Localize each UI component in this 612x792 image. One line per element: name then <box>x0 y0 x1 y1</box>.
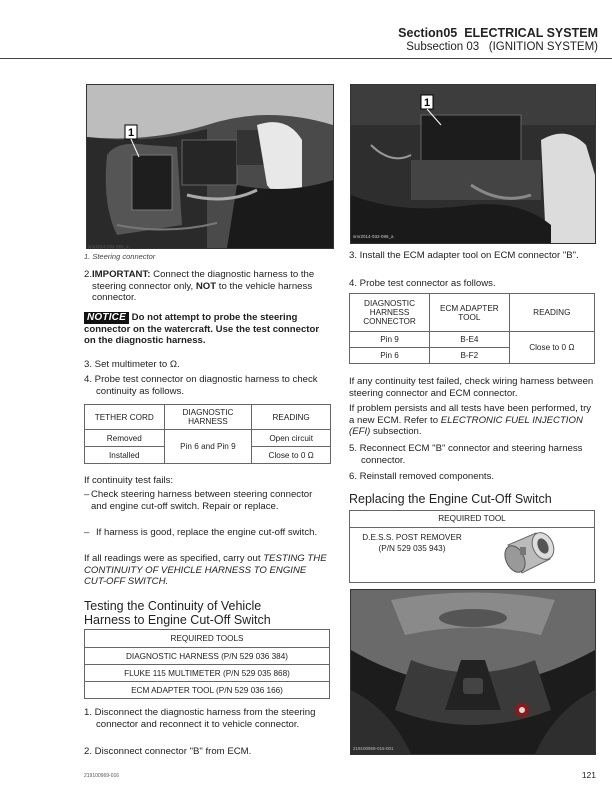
table-cell: Removed <box>85 430 165 447</box>
table-cell: Installed <box>85 447 165 464</box>
tool-row: FLUKE 115 MULTIMETER (P/N 529 035 868) <box>85 665 330 682</box>
table-header: TETHER CORD <box>85 405 165 430</box>
subsection-label: Subsection <box>406 41 464 53</box>
bullet-text: If harness is good, replace the engine cut-off switch. <box>96 527 318 538</box>
figure-engine-cutoff <box>350 589 596 755</box>
subsection-header <box>406 41 598 53</box>
step-text: to the vehicle harness connector. <box>92 280 313 304</box>
table-header: DIAGNOSTIC HARNESS <box>164 405 252 430</box>
step-4-right: 4. Probe test connector as follows. <box>349 278 496 289</box>
table-header: READING <box>252 405 331 430</box>
bullet-text: Check steering harness between steering connector and engine cut-off switch. Repair or replace. <box>90 489 313 512</box>
paragraph-text: If problem persists and all tests have been performed, try a new ECM. Refer to <box>349 403 592 426</box>
table-header: ECM ADAPTER TOOL <box>430 294 510 332</box>
section-label: Section <box>398 26 444 40</box>
tool-row: DIAGNOSTIC HARNESS (P/N 529 036 384) <box>85 648 330 665</box>
notice-block <box>84 312 330 347</box>
table-cell: Pin 9 <box>350 332 430 348</box>
subsection-title: (IGNITION SYSTEM) <box>488 41 598 53</box>
tool-name: D.E.S.S. POST REMOVER (P/N 529 035 943) <box>362 533 462 553</box>
step-2 <box>84 269 330 304</box>
step-b2: 2. Disconnect connector "B" from ECM. <box>84 746 252 757</box>
step-4: 4. Probe test connector on diagnostic harness to check continuity as follows. <box>84 374 318 397</box>
tool-row: ECM ADAPTER TOOL (P/N 529 036 166) <box>85 682 330 699</box>
subsection-number: 03 <box>466 41 480 53</box>
step-3-right: 3. Install the ECM adapter tool on ECM connector "B". <box>349 250 579 261</box>
section-header <box>398 26 598 40</box>
cross-reference-link[interactable]: TESTING THE CONTINUITY OF VEHICLE HARNESS TO ENGINE CUT-OFF SWITCH. <box>84 553 327 588</box>
table-cell: B-E4 <box>430 332 510 348</box>
step-text: Connect the diagnostic harness to the steering connector only, <box>92 269 315 292</box>
table-header: REQUIRED TOOLS <box>85 630 330 648</box>
table-cell: Open circuit <box>252 430 331 447</box>
continuity-failed-paragraph: If any continuity test failed, check wiring harness between steering connector and ECM connector. <box>349 376 594 399</box>
step-b1: 1. Disconnect the diagnostic harness from the steering connector and reconnect it to vehicle connector. <box>84 707 316 730</box>
section-heading-testing <box>84 600 271 627</box>
heading-line: Harness to Engine Cut-Off Switch <box>84 612 271 627</box>
figure-caption: 1. Steering connector <box>84 252 156 261</box>
important-label: IMPORTANT: <box>92 269 151 280</box>
section-title: ELECTRICAL SYSTEM <box>464 26 598 40</box>
section-number: 05 <box>443 26 458 40</box>
heading-line: Testing the Continuity of Vehicle <box>84 599 262 613</box>
step-6: 6. Reinstall removed components. <box>349 471 495 482</box>
table-header: REQUIRED TOOL <box>350 511 594 528</box>
problem-persists-paragraph <box>349 403 595 438</box>
figure-steering-connector <box>86 84 334 249</box>
figure-code: smr2014-032-095_a <box>88 244 129 249</box>
notice-badge: NOTICE <box>84 312 129 324</box>
dess-post-remover-icon <box>500 529 560 579</box>
figure-callout: 1 <box>127 127 135 139</box>
figure-callout: 1 <box>423 97 431 109</box>
step-number: 2. <box>84 269 93 280</box>
step-3: 3. Set multimeter to Ω. <box>84 359 180 370</box>
fail-intro: If continuity test fails: <box>84 475 174 486</box>
paragraph-text: subsection. <box>373 426 422 438</box>
page-number: 121 <box>581 770 596 780</box>
notice-text: Do not attempt to probe the steering connector on the watercraft. Use the test connector on the diagnostic harness. <box>84 312 320 347</box>
ecm-continuity-table <box>349 293 595 364</box>
continuity-table <box>84 404 331 464</box>
table-cell: Close to 0 Ω <box>509 332 594 364</box>
required-tool-box <box>349 510 595 583</box>
section-heading-replacing: Replacing the Engine Cut-Off Switch <box>349 492 552 506</box>
required-tools-table <box>84 629 330 699</box>
header-rule <box>0 58 612 59</box>
readings-text: If all readings were as specified, carry out <box>84 553 261 564</box>
table-cell: Close to 0 Ω <box>252 447 331 464</box>
figure-ecm-connector <box>350 84 596 244</box>
fail-bullet: – Check steering harness between steering connector and engine cut-off switch. Repair or replace. <box>84 489 330 512</box>
fail-bullet: – If harness is good, replace the engine cut-off switch. <box>84 527 318 538</box>
figure-code: 219100959-015-001 <box>353 746 394 751</box>
table-header: READING <box>509 294 594 332</box>
table-header: DIAGNOSTIC HARNESS CONNECTOR <box>350 294 430 332</box>
step-5: 5. Reconnect ECM "B" connector and steering harness connector. <box>349 443 583 466</box>
table-cell: Pin 6 <box>350 348 430 364</box>
table-cell: B-F2 <box>430 348 510 364</box>
footer-code: 219100969-016 <box>84 773 120 779</box>
table-cell: Pin 6 and Pin 9 <box>164 430 252 464</box>
efi-reference-link[interactable]: ELECTRONIC FUEL INJECTION (EFI) <box>349 414 583 438</box>
not-label: NOT <box>195 280 217 292</box>
figure-code: smr2014-032-096_a <box>353 234 394 239</box>
readings-paragraph <box>84 553 330 588</box>
